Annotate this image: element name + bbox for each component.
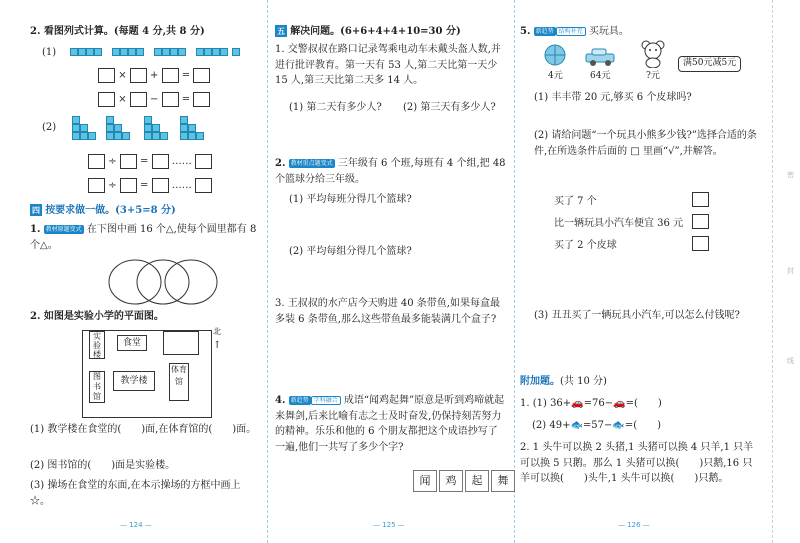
divide-sign: ÷ [108, 180, 117, 191]
q2-text: 2. 教材重点题变式 三年级有 6 个班,每班有 4 个组,把 48 个篮球分给三年级。 [275, 158, 506, 185]
cube-picture-1 [70, 42, 240, 64]
plan-playground[interactable] [163, 331, 199, 355]
equals-sign: = [181, 94, 191, 105]
section-title: 解决问题。(6+6+4+4+10=30 分) [290, 26, 461, 37]
structure-badge: 结构补充 [556, 27, 586, 36]
margin-word-3: 线 [787, 357, 794, 365]
page-number: — 124 — [120, 521, 152, 529]
plan-sub1: (1) 教学楼在食堂的( )面,在体育馆的( )面。 [30, 424, 257, 435]
section-number: 五 [277, 26, 285, 36]
q1-circles: 1. 教材原题变式 在下图中画 16 个△,使每个圆里都有 8 个△。 [30, 224, 257, 251]
question-text: 三年级有 6 个班,每班有 4 个组,把 48 个篮球分给三年级。 [275, 158, 506, 185]
section-5-header [275, 24, 461, 40]
answer-box[interactable] [98, 92, 115, 107]
q1-sub1: (1) 第二天有多少人? [289, 102, 382, 113]
answer-box[interactable] [88, 178, 105, 193]
condition-1-checkbox[interactable] [692, 192, 709, 207]
q1-sub2: (2) 第三天有多少人? [403, 102, 496, 113]
q4-text: 4. 新趋势 学科融合 成语“闻鸡起舞”原意是听到鸡啼就起来舞剑,后来比喻有志之士及时奋发,仍保持刻苦努力的精神。乐乐和他的 6 个朋友都把这个成语抄写了一遍,他们一共写了多少个字? [275, 395, 505, 453]
bonus-2: 2. 1 头牛可以换 2 头猪,1 头猪可以换 4 只羊,1 只羊可以换 5 只鹅。那么 1 头猪可以换( )只鹅,16 只羊可以换( )头牛,1 头牛可以换( )只鹅。 [520, 442, 754, 484]
answer-box[interactable] [152, 178, 169, 193]
equation-row-2 [98, 92, 210, 108]
q5-sub2: (2) 请给问题“一个玩具小熊多少钱?”选择合适的条件,在所选条件后面的 □ 里画“√”,并解答。 [534, 130, 757, 157]
minus-sign: − [149, 94, 159, 105]
plan-gym: 体育馆 [169, 363, 189, 401]
teddy-bear-icon [640, 40, 666, 68]
times-sign: × [118, 70, 127, 81]
q1-text: 1. 交警叔叔在路口记录驾乘电动车未戴头盔人数,并进行批评教育。第一天有 53 人,第二天比第一天少 15 人,第三天比第二天多 14 人。 [275, 44, 501, 86]
question-text: 在下图中画 16 个△,使每个圆里都有 8 个△。 [30, 224, 257, 251]
times-sign: × [118, 94, 127, 105]
condition-3: 买了 2 个皮球 [554, 240, 617, 251]
answer-box[interactable] [130, 92, 147, 107]
q5-sub1: (1) 丰丰带 20 元,够买 6 个皮球吗? [534, 92, 692, 103]
car-symbol-icon: 🚗 [571, 398, 584, 409]
idiom-char: 舞 [491, 470, 515, 492]
condition-3-checkbox[interactable] [692, 236, 709, 251]
remainder-dots: …… [171, 156, 192, 167]
answer-box[interactable] [120, 178, 137, 193]
plan-sub2: (2) 图书馆的( )面是实验楼。 [30, 460, 176, 471]
question-text: 成语“闻鸡起舞”原意是听到鸡啼就起来舞剑,后来比喻有志之士及时奋发,仍保持刻苦努力的精神。乐乐和他的 6 个朋友都把这个成语抄写了一遍,他们一共写了多少个字? [275, 395, 505, 453]
condition-2: 比一辆玩具小汽车便宜 36 元 [554, 218, 684, 229]
q2-sub1: (1) 平均每班分得几个篮球? [289, 194, 412, 205]
price-ball: 4元 [548, 71, 563, 81]
answer-box[interactable] [193, 68, 210, 83]
north-arrow-icon: 北 ↑ [213, 327, 222, 352]
plan-lab: 实验楼 [89, 331, 105, 359]
answer-box[interactable] [152, 154, 169, 169]
q5-header: 5. 新趋势 结构补充 买玩具。 [520, 26, 629, 37]
fish-symbol-icon: 🐟 [612, 420, 625, 431]
price-bear: ?元 [646, 71, 660, 81]
equation-row-4 [88, 178, 212, 194]
question-text: 买玩具。 [588, 26, 629, 37]
school-plan [82, 330, 212, 418]
page-number: — 126 — [618, 521, 650, 529]
column-separator-right [514, 0, 515, 543]
condition-2-checkbox[interactable] [692, 214, 709, 229]
idiom-char: 鸡 [439, 470, 463, 492]
q3-text: 3. 王叔叔的水产店今天购进 40 条带鱼,如果每盒最多装 6 条带鱼,那么这些带鱼最多能装满几个盒子? [275, 298, 500, 325]
q5-sub3: (3) 丑丑买了一辆玩具小汽车,可以怎么付钱呢? [534, 310, 740, 321]
bonus-title: 附加题。 [520, 376, 560, 387]
price-car: 64元 [590, 71, 611, 81]
plus-sign: + [149, 70, 159, 81]
equals-sign: = [139, 180, 149, 191]
fish-symbol-icon: 🐟 [570, 420, 583, 431]
idiom-char: 起 [465, 470, 489, 492]
plan-sub3: (3) 操场在食堂的东面,在本示操场的方框中画上 ☆。 [30, 480, 241, 507]
answer-box[interactable] [120, 154, 137, 169]
plan-canteen: 食堂 [117, 335, 147, 351]
bonus-header [520, 374, 607, 390]
section-4-header [30, 203, 176, 219]
trend-badge: 新趋势 [290, 397, 309, 404]
equals-sign: = [139, 156, 149, 167]
margin-word-2: 封 [787, 267, 794, 275]
answer-box[interactable] [195, 178, 212, 193]
margin-word-1: 密 [787, 171, 794, 179]
bonus-score: (共 10 分) [560, 376, 607, 387]
remainder-dots: …… [171, 180, 192, 191]
page-number: — 125 — [373, 521, 405, 529]
condition-1: 买了 7 个 [554, 196, 597, 207]
answer-box[interactable] [88, 154, 105, 169]
bonus-1b: (2) 49+🐟=57−🐟=( ) [532, 420, 662, 431]
answer-box[interactable] [130, 68, 147, 83]
q2-plan-title: 2. 如图是实验小学的平面图。 [30, 311, 164, 322]
car-symbol-icon: 🚗 [613, 398, 626, 409]
q2-sub2: (2) 平均每组分得几个篮球? [289, 246, 412, 257]
q2-2-label: (2) [42, 122, 57, 133]
plan-library: 图书馆 [89, 371, 105, 403]
equation-row-1 [98, 68, 210, 84]
page-125 [275, 0, 511, 543]
ball-icon [544, 44, 566, 66]
answer-box[interactable] [98, 68, 115, 83]
page-126 [520, 0, 760, 543]
bonus-1a: 1. (1) 36+🚗=76−🚗=( ) [520, 398, 662, 409]
answer-box[interactable] [162, 92, 179, 107]
trend-badge: 新趋势 [535, 28, 554, 35]
section-number: 四 [32, 205, 40, 215]
toy-car-icon [584, 48, 616, 66]
column-separator-left [267, 0, 268, 543]
question-badge: 教材重点题变式 [290, 160, 333, 167]
section-title: 按要求做一做。(3+5=8 分) [45, 205, 176, 216]
question-badge: 教材原题变式 [45, 226, 82, 233]
answer-box[interactable] [162, 68, 179, 83]
binding-line [772, 0, 773, 543]
answer-box[interactable] [193, 92, 210, 107]
idiom-char: 闻 [413, 470, 437, 492]
answer-box[interactable] [195, 154, 212, 169]
page-124 [30, 0, 262, 543]
q2-1-label: (1) [42, 47, 57, 58]
idiom-boxes [413, 470, 517, 492]
promo-sign: 满50元减5元 [678, 56, 741, 72]
q2-title: 2. 看图列式计算。(每题 4 分,共 8 分) [30, 26, 205, 37]
cube-picture-2 [72, 116, 242, 146]
three-circles [108, 258, 218, 306]
equals-sign: = [181, 70, 191, 81]
subject-badge: 学科融合 [311, 396, 341, 405]
plan-teaching: 教学楼 [113, 371, 155, 391]
equation-row-3 [88, 154, 212, 170]
divide-sign: ÷ [108, 156, 117, 167]
